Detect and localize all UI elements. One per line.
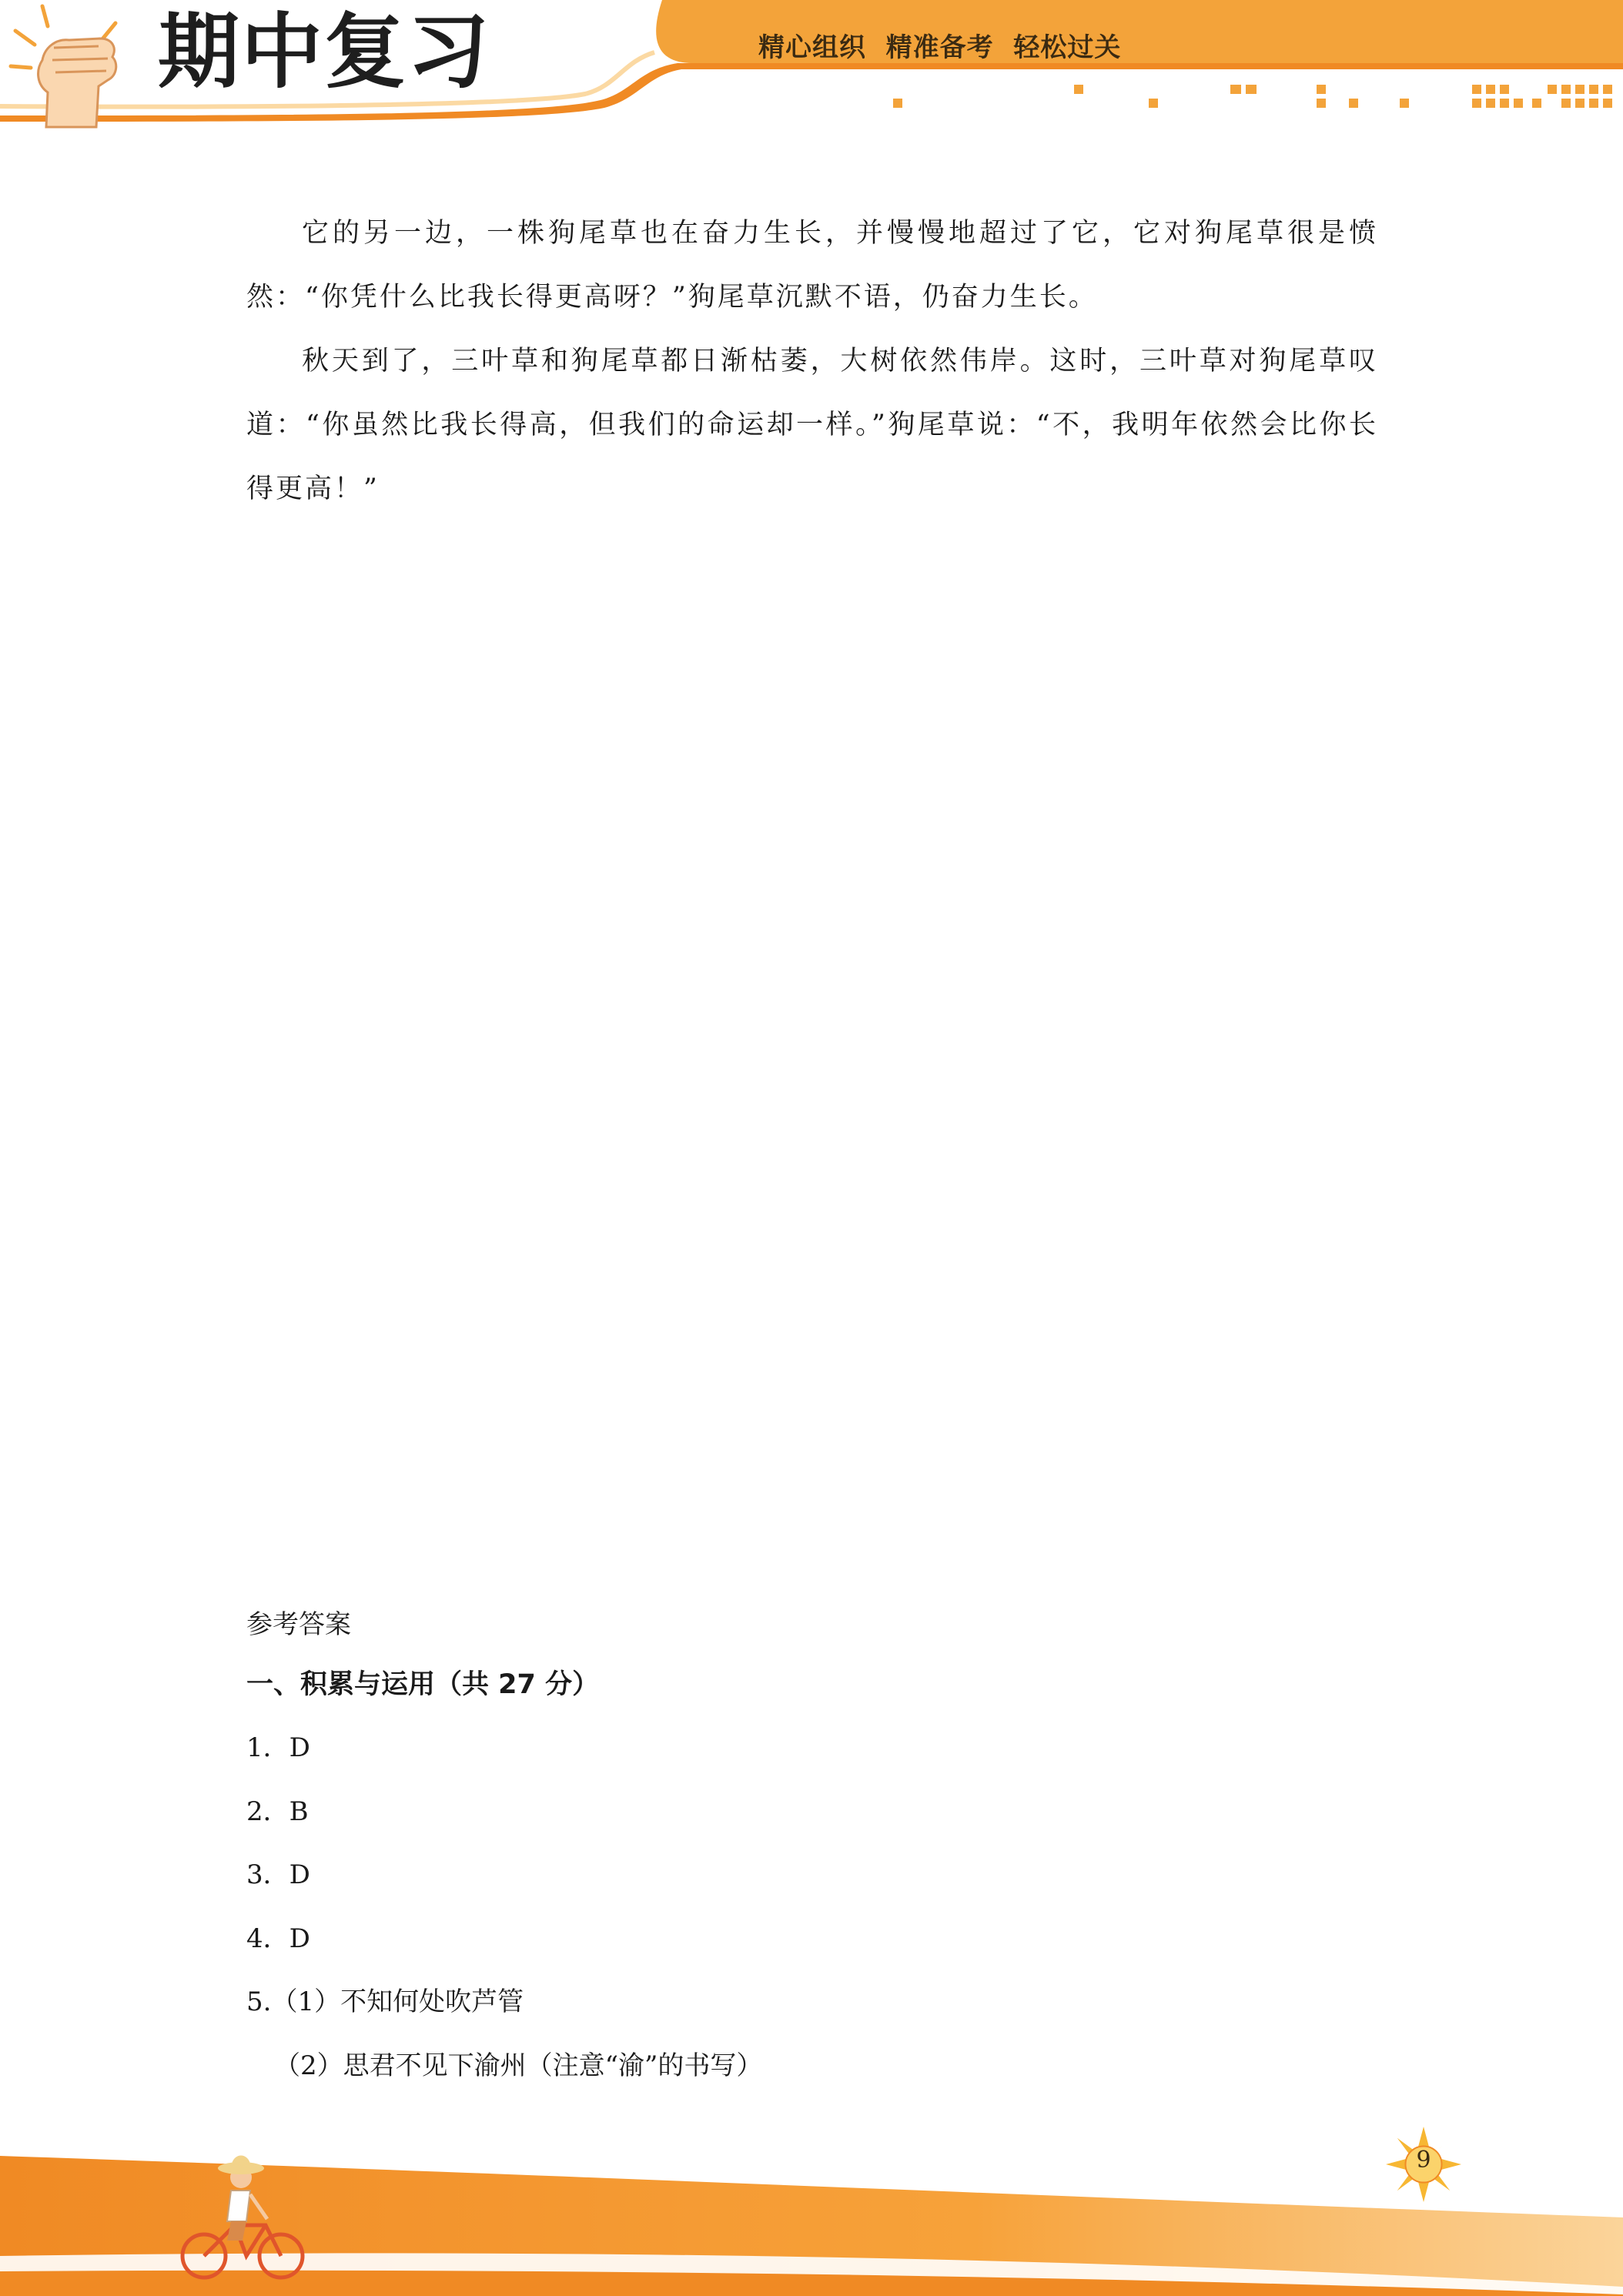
header-slogan: 精心组织 精准备考 轻松过关	[758, 32, 1122, 63]
answer-item: 4．D	[246, 1923, 310, 1954]
answer-item: 3．D	[246, 1859, 310, 1890]
page-number: 9	[1416, 2147, 1431, 2174]
header-title: 期中复习	[158, 5, 490, 99]
header-squares	[893, 85, 1612, 108]
answer-key-title: 参考答案	[246, 1609, 351, 1640]
page-header	[0, 0, 1623, 131]
story-passage	[246, 202, 1378, 521]
section-heading: 一、积累与运用（共 27 分）	[246, 1669, 600, 1700]
answer-item: 2．B	[246, 1796, 309, 1827]
answer-item: 5.（1）不知何处吹芦管	[246, 1986, 524, 2017]
raised-fist-icon	[0, 0, 146, 131]
answer-item: 1．D	[246, 1732, 310, 1763]
girl-on-bicycle-icon	[173, 2148, 312, 2287]
answer-item: （2）思君不见下渝州（注意“渝”的书写）	[274, 2050, 763, 2081]
paragraph: 秋天到了，三叶草和狗尾草都日渐枯萎，大树依然伟岸。这时，三叶草对狗尾草叹道：“你虽然比我长得高，但我们的命运却一样。”狗尾草说：“不，我明年依然会比你长得更高！”	[246, 346, 1378, 504]
paragraph: 它的另一边，一株狗尾草也在奋力生长，并慢慢地超过了它，它对狗尾草很是愤然：“你凭什么比我长得更高呀？”狗尾草沉默不语，仍奋力生长。	[246, 218, 1378, 313]
